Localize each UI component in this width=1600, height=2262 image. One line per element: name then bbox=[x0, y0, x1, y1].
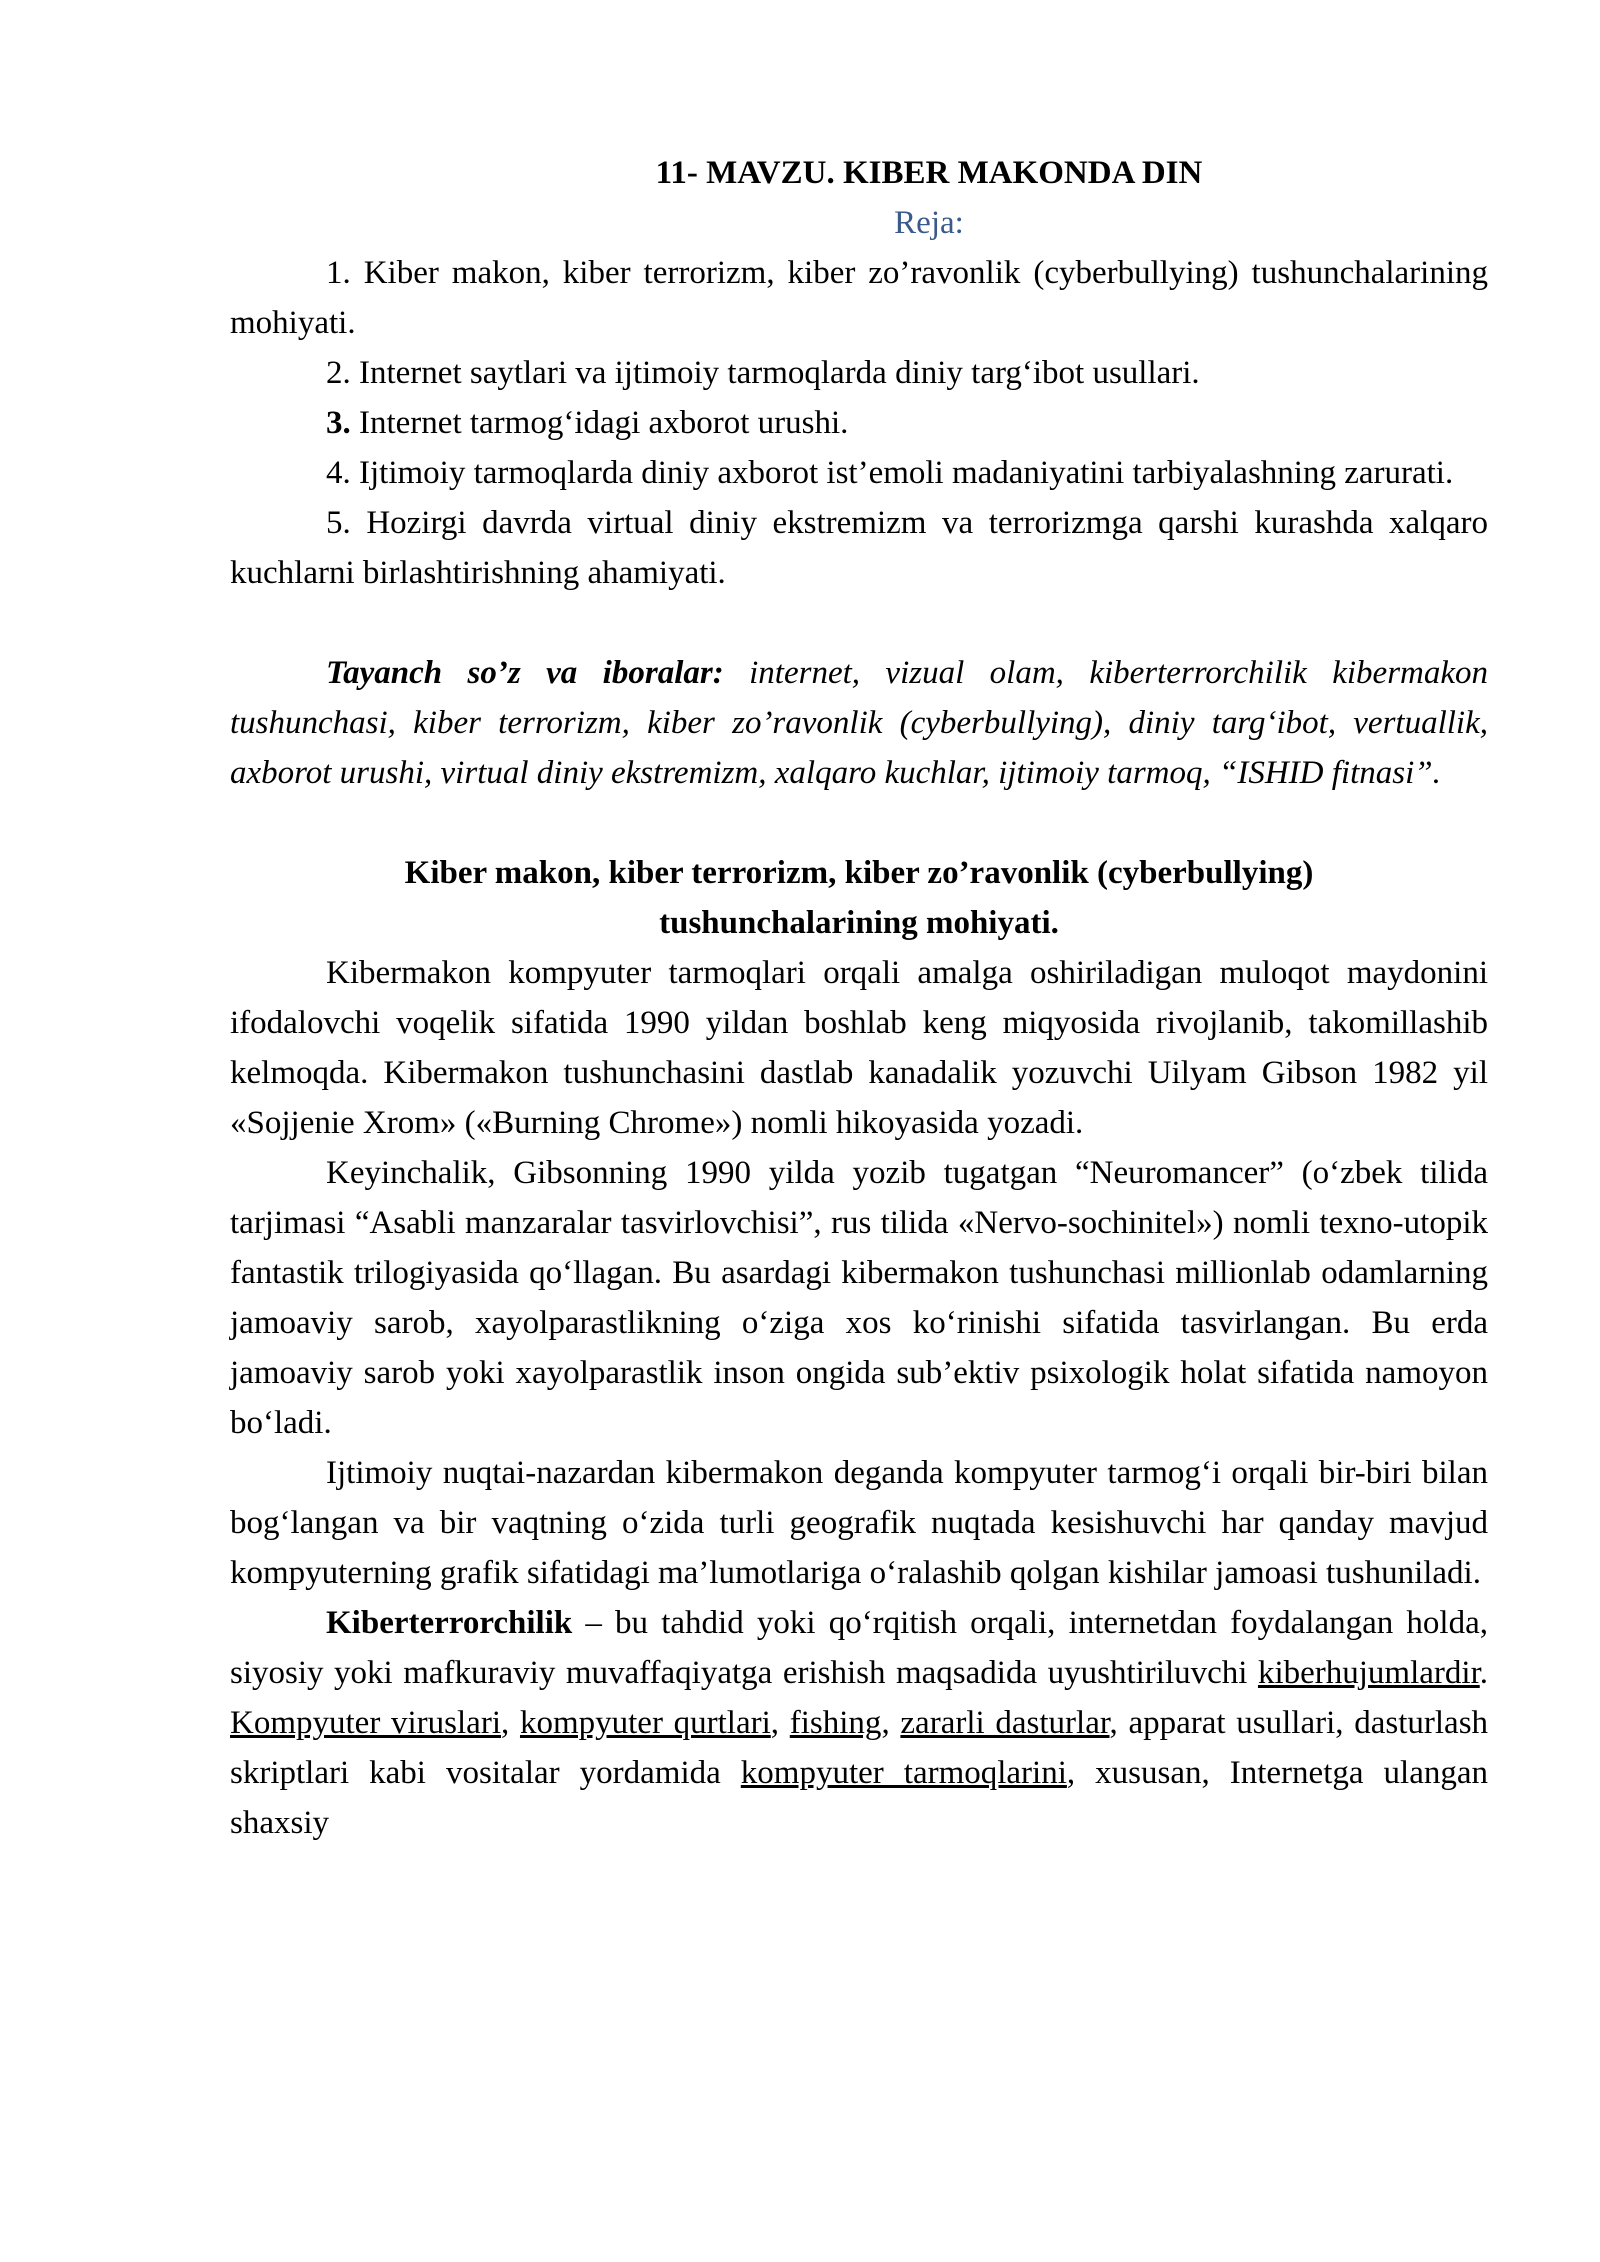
plan-item-text: Hozirgi davrda virtual diniy ekstremizm va terrorizmga qarshi kurashda xalqaro kuchlarni birlashtirishning ahamiyati. bbox=[230, 505, 1489, 591]
body-paragraph-4 bbox=[230, 1598, 1488, 1848]
plan-item-number: 4. bbox=[326, 455, 351, 491]
plan-item-5 bbox=[230, 498, 1488, 598]
plan-item-2 bbox=[230, 348, 1488, 398]
body-paragraph-1: Kibermakon kompyuter tarmoqlari orqali amalga oshiriladigan muloqot maydonini ifodalovchi voqelik sifatida 1990 yildan boshlab keng miqyosida rivojlanib, takomillashib kelmoqda. Kibermakon tushunchasini dastlab kanadalik yozuvchi Uilyam Gibson 1982 yil «Sojjenie Xrom» («Burning Chrome») nomli hikoyasida yozadi. bbox=[230, 955, 1488, 1141]
body-paragraph-2: Keyinchalik, Gibsonning 1990 yilda yozib tugatgan “Neuromancer” (o‘zbek tilida tarjimasi “Asabli manzaralar tasvirlovchisi”, rus tilida «Nervo-sochinitel») nomli texno-utopik fantastik trilogiyasida qo‘llagan. Bu asardagi kibermakon tushunchasi millionlab odamlarning jamoaviy sarob, xayolparastlikning o‘ziga xos ko‘rinishi sifatida tasvirlangan. Bu erda jamoaviy sarob yoki xayolparastlik inson ongida sub’ektiv psixologik holat sifatida namoyon bo‘ladi. bbox=[230, 1155, 1488, 1441]
plan-item-1 bbox=[230, 248, 1488, 348]
link-kiberhujumlardir[interactable]: kiberhujumlardir bbox=[1257, 1655, 1480, 1691]
document-body bbox=[230, 148, 1488, 1848]
paragraph-text: , bbox=[501, 1705, 520, 1741]
plan-item-number: 5. bbox=[326, 505, 351, 541]
keywords-text: internet, vizual olam, kiberterrorchilik kibermakon tushunchasi, kiber terrorizm, kiber zo’ravonlik (cyberbullying), diniy targ‘ibot, vertuallik, axborot urushi, virtual diniy ekstremizm, xalqaro kuchlar, ijtimoiy tarmoq, “ISHID fitnasi”. bbox=[230, 655, 1489, 791]
body-paragraph-3: Ijtimoiy nuqtai-nazardan kibermakon deganda kompyuter tarmog‘i orqali bir-biri bilan bog‘langan va bir vaqtning o‘zida turli geografik nuqtada kesishuvchi har qanday mavjud kompyuterning grafik sifatidagi ma’lumotlariga o‘ralashib qolgan kishilar jamoasi tushuniladi. bbox=[230, 1455, 1488, 1591]
plan-item-3 bbox=[230, 398, 1488, 448]
keywords-paragraph bbox=[230, 648, 1488, 798]
term-kiberterrorchilik: Kiberterrorchilik bbox=[326, 1605, 573, 1641]
plan-label: Reja: bbox=[894, 205, 964, 241]
paragraph-text: – bu tahdid yoki qo‘rqitish orqali, internetdan foydalangan holda, siyosiy yoki mafkuraviy muvaffaqiyatga erishish maqsadida uyushtiriluvchi bbox=[230, 1605, 1488, 1691]
keywords-label: Tayanch so’z va iboralar: bbox=[326, 655, 724, 691]
plan-item-number: 2. bbox=[326, 355, 351, 391]
section-heading bbox=[230, 848, 1488, 948]
plan-item-text: Ijtimoiy tarmoqlarda diniy axborot ist’emoli madaniyatini tarbiyalashning zarurati. bbox=[359, 455, 1454, 491]
plan-item-number: 1. bbox=[326, 255, 351, 291]
link-zararli-dasturlar[interactable]: zararli dasturlar bbox=[900, 1705, 1110, 1741]
plan-item-number: 3. bbox=[326, 405, 351, 441]
page-title: 11- MAVZU. KIBER MAKONDA DIN bbox=[655, 155, 1203, 191]
plan-item-text: Internet tarmog‘idagi axborot urushi. bbox=[359, 405, 849, 441]
link-kompyuter-tarmoqlarini[interactable]: kompyuter tarmoqlarini bbox=[740, 1755, 1067, 1791]
paragraph-text: , bbox=[770, 1705, 790, 1741]
link-kompyuter-qurtlari[interactable]: kompyuter qurtlari bbox=[519, 1705, 771, 1741]
paragraph-text: , apparat usullari, dasturlash skriptlari kabi vositalar yordamida bbox=[230, 1705, 1489, 1791]
plan-item-text: Internet saytlari va ijtimoiy tarmoqlarda diniy targ‘ibot usullari. bbox=[359, 355, 1200, 391]
link-fishing[interactable]: fishing bbox=[789, 1705, 882, 1741]
paragraph-text: , xususan, Internetga ulangan shaxsiy bbox=[230, 1755, 1488, 1841]
section-heading-line-1: Kiber makon, kiber terrorizm, kiber zo’ravonlik (cyberbullying) bbox=[404, 855, 1314, 891]
spacer bbox=[230, 798, 1488, 848]
paragraph-text: . bbox=[1479, 1655, 1488, 1691]
link-kompyuter-viruslari[interactable]: Kompyuter viruslari bbox=[230, 1705, 501, 1741]
section-heading-line-2: tushunchalarining mohiyati. bbox=[659, 905, 1059, 941]
spacer bbox=[230, 598, 1488, 648]
plan-item-4 bbox=[230, 448, 1488, 498]
paragraph-text: , bbox=[881, 1705, 901, 1741]
plan-item-text: Kiber makon, kiber terrorizm, kiber zo’ravonlik (cyberbullying) tushunchalarining mohiyati. bbox=[230, 255, 1488, 341]
